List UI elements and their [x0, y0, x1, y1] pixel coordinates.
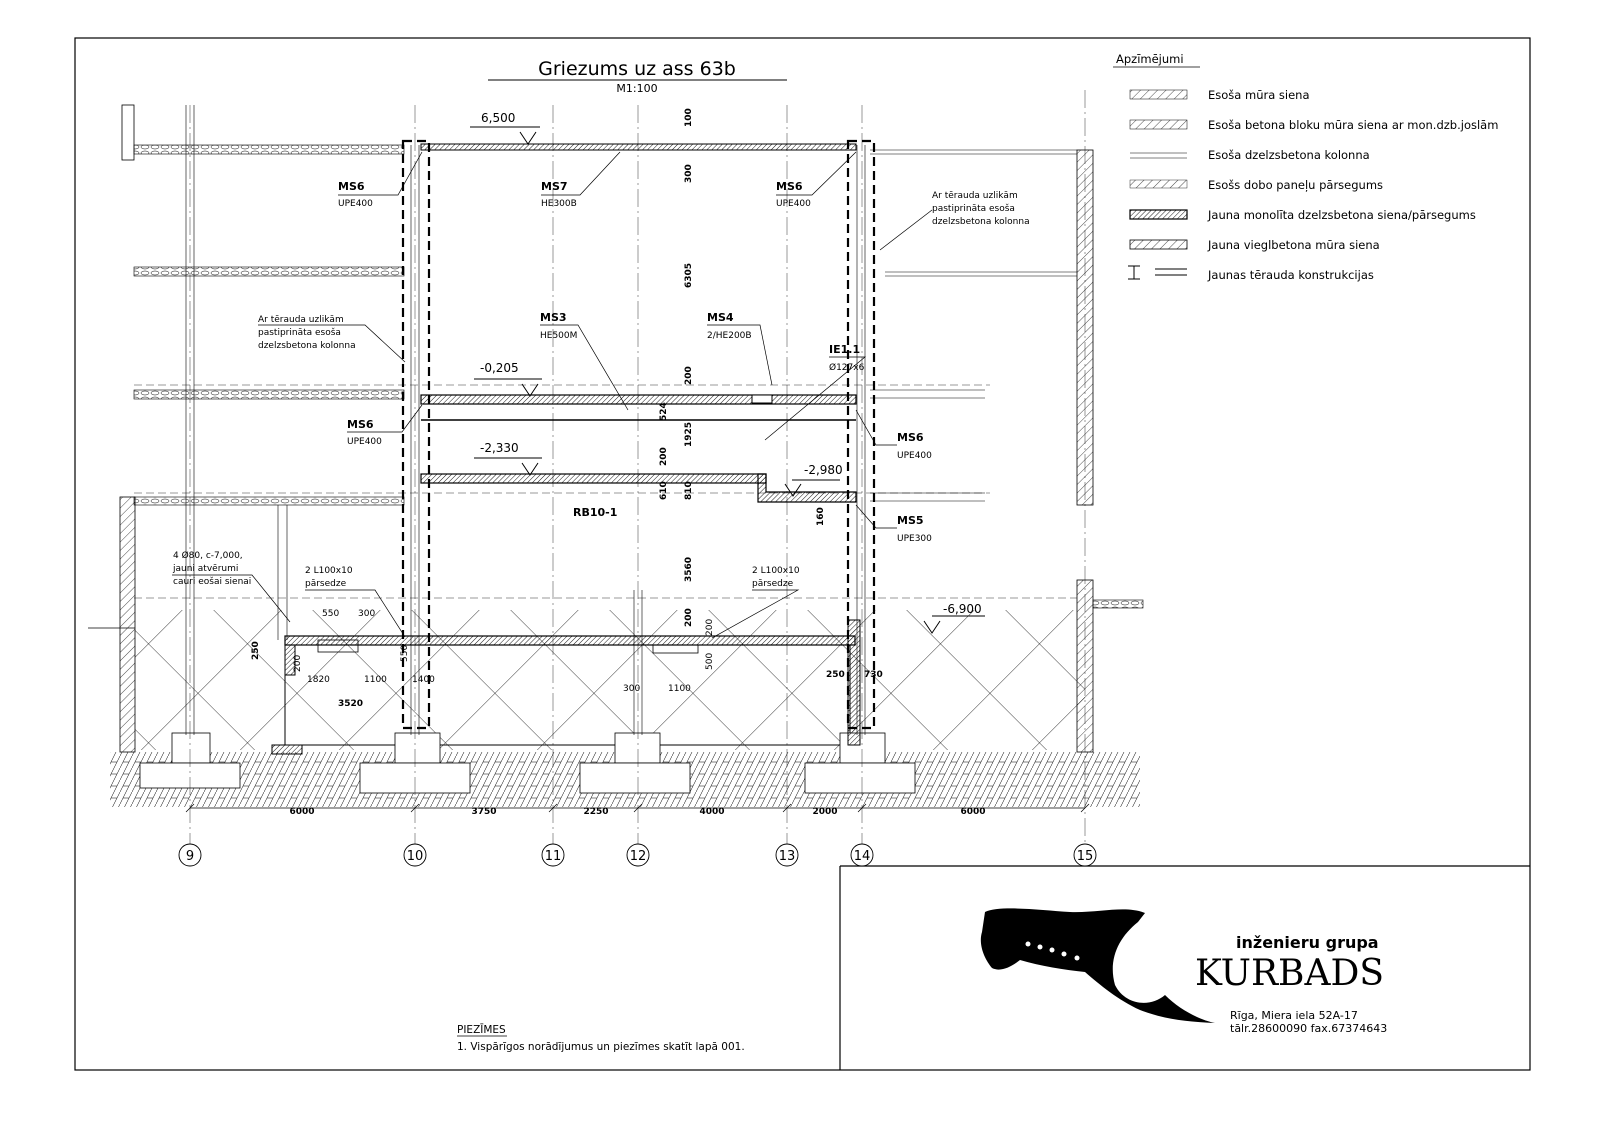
drawing-scale: M1:100: [616, 82, 658, 95]
company-tagline: inženieru grupa: [1236, 933, 1379, 952]
note-column-left: Ar tērauda uzlikām: [258, 315, 344, 325]
dim-value: 250: [251, 641, 261, 660]
slab-minus-0205: [421, 395, 856, 404]
legend-item: Esošs dobo paneļu pārsegums: [1208, 178, 1384, 192]
elevation-value: -2,980: [804, 463, 843, 477]
svg-text:12: 12: [629, 849, 647, 864]
company-name: KURBADS: [1195, 953, 1385, 994]
axis-marker: [627, 844, 649, 866]
note-column-right: Ar tērauda uzlikām: [932, 191, 1018, 201]
label-ms6-sub: UPE400: [776, 199, 811, 209]
dim-value: 3560: [684, 556, 694, 582]
legend-item: Jauna vieglbetona mūra siena: [1208, 238, 1380, 252]
existing-slabs-right: [870, 150, 1077, 501]
span-value: 4000: [699, 807, 725, 817]
dim-value: 3520: [338, 699, 364, 709]
horse-logo-icon: [981, 908, 1215, 1023]
dim-value: 300: [358, 609, 376, 619]
legend-item: Esoša dzelzsbetona kolonna: [1208, 148, 1370, 162]
label-ms4-sub: 2/HE200B: [707, 331, 752, 341]
legend-swatch-panel: [1130, 180, 1187, 188]
elevation-value: -6,900: [943, 602, 982, 616]
beam-ms4: [752, 395, 772, 403]
drawing-title: Griezums uz ass 63b: [538, 58, 736, 80]
slab-minus-6900: [285, 636, 855, 645]
label-lintel: pārsedze: [752, 579, 794, 589]
dim-value: 1400: [412, 675, 435, 685]
axis-marker: [404, 844, 426, 866]
axis-marker: [1074, 844, 1096, 866]
label-ms6-sub: UPE400: [347, 437, 382, 447]
dim-value: 200: [684, 366, 694, 385]
slab-step: [758, 474, 856, 502]
span-value: 2250: [583, 807, 609, 817]
footing-pad: [272, 745, 302, 754]
note-column-left: pastiprināta esoša: [258, 328, 341, 338]
label-ie: IE1.1: [829, 343, 861, 356]
elevation-value: 6,500: [481, 111, 516, 125]
label-lintel: pārsedze: [305, 579, 347, 589]
note-column-right: pastiprināta esoša: [932, 204, 1015, 214]
note-column-left: dzelzsbetona kolonna: [258, 341, 356, 351]
dim-value: 100: [684, 108, 694, 127]
legend-swatch-new-concrete: [1130, 210, 1187, 219]
company-phone: tālr.28600090 fax.67374643: [1230, 1022, 1388, 1035]
label-ms3: MS3: [540, 311, 567, 324]
dim-value: 1100: [668, 684, 691, 694]
svg-text:13: 13: [778, 849, 796, 864]
label-ms5: MS5: [897, 514, 924, 527]
elevation-value: -2,330: [480, 441, 519, 455]
axis-marker: [179, 844, 201, 866]
legend: [1113, 52, 1498, 282]
svg-text:9: 9: [185, 849, 195, 864]
axis-marker: [542, 844, 564, 866]
label-ms6: MS6: [338, 180, 365, 193]
label-lintel: 2 L100x10: [752, 566, 800, 576]
span-value: 6000: [960, 807, 986, 817]
dim-value: 550: [400, 644, 410, 662]
legend-item: Jauna monolīta dzelzsbetona siena/pārsegums: [1208, 208, 1476, 222]
dim-value: 1925: [684, 421, 694, 447]
dim-value: 500: [705, 652, 715, 670]
label-ms7-sub: HE300B: [541, 199, 577, 209]
span-value: 2000: [812, 807, 838, 817]
company-address: Rīga, Miera iela 52A-17: [1230, 1009, 1358, 1022]
dim-value: 550: [322, 609, 340, 619]
note-openings: 4 Ø80, c-7,000,: [173, 551, 243, 561]
label-ms6-sub: UPE400: [338, 199, 373, 209]
slab-minus-2330: [421, 474, 766, 483]
svg-text:10: 10: [406, 849, 424, 864]
notes-line: 1. Vispārīgos norādījumus un piezīmes skatīt lapā 001.: [457, 1041, 745, 1053]
roof-beam-ms7: [421, 144, 856, 150]
left-upper-wall: [122, 105, 134, 160]
dim-value: 200: [705, 618, 715, 636]
axis-marker: [851, 844, 873, 866]
dim-value: 810: [684, 481, 694, 500]
dim-value: 730: [864, 670, 883, 680]
elevation-value: -0,205: [480, 361, 519, 375]
legend-item: Esoša mūra siena: [1208, 88, 1310, 102]
label-ms6-sub: UPE400: [897, 451, 932, 461]
svg-text:14: 14: [853, 849, 871, 864]
dim-value: 300: [623, 684, 641, 694]
label-ms7: MS7: [541, 180, 568, 193]
dim-value: 524: [659, 402, 669, 421]
note-column-right: dzelzsbetona kolonna: [932, 217, 1030, 227]
label-ms5-sub: UPE300: [897, 534, 932, 544]
dim-value: 300: [684, 164, 694, 183]
dim-value: 200: [293, 654, 303, 672]
dim-value: 1820: [307, 675, 330, 685]
wall-right-bottom: [848, 620, 860, 745]
note-openings: cauri eošai sienai: [173, 577, 252, 587]
legend-swatch-column: [1130, 153, 1187, 158]
dim-value: 250: [826, 670, 845, 680]
member-labels: [172, 180, 1030, 589]
axis-markers: [179, 844, 1096, 866]
legend-item: Esoša betona bloku mūra siena ar mon.dzb.joslām: [1208, 118, 1499, 132]
dim-value: 610: [659, 481, 669, 500]
label-ms4: MS4: [707, 311, 734, 324]
label-ie-sub: Ø127x6: [829, 363, 865, 373]
label-ms6: MS6: [897, 431, 924, 444]
dim-value: 160: [816, 507, 826, 526]
span-value: 6000: [289, 807, 315, 817]
title-block-frame: [840, 866, 1530, 1070]
svg-text:11: 11: [544, 849, 562, 864]
legend-title: Apzīmējumi: [1116, 52, 1184, 66]
i-beam-icon: [1128, 266, 1187, 279]
label-ms6: MS6: [347, 418, 374, 431]
dim-value: 200: [684, 608, 694, 627]
notes-title: PIEZĪMES: [457, 1024, 506, 1036]
notes: [457, 1023, 745, 1053]
label-ms6: MS6: [776, 180, 803, 193]
legend-item: Jaunas tērauda konstrukcijas: [1208, 268, 1374, 282]
label-lintel: 2 L100x10: [305, 566, 353, 576]
legend-swatch-light-concrete: [1130, 240, 1187, 249]
dim-value: 200: [659, 447, 669, 466]
dim-value: 1100: [364, 675, 387, 685]
note-openings: jauni atvērumi: [173, 564, 239, 574]
legend-swatch-block: [1130, 120, 1187, 129]
company-logo: [981, 908, 1387, 1035]
svg-text:15: 15: [1076, 849, 1094, 864]
level-lines: [134, 385, 1077, 598]
legend-swatch-masonry: [1130, 90, 1187, 99]
left-wall: [120, 497, 135, 752]
label-ms3-sub: HE500M: [540, 331, 578, 341]
axis-marker: [776, 844, 798, 866]
dim-value: 6305: [684, 262, 694, 288]
label-rb: RB10-1: [573, 506, 618, 519]
span-value: 3750: [471, 807, 497, 817]
